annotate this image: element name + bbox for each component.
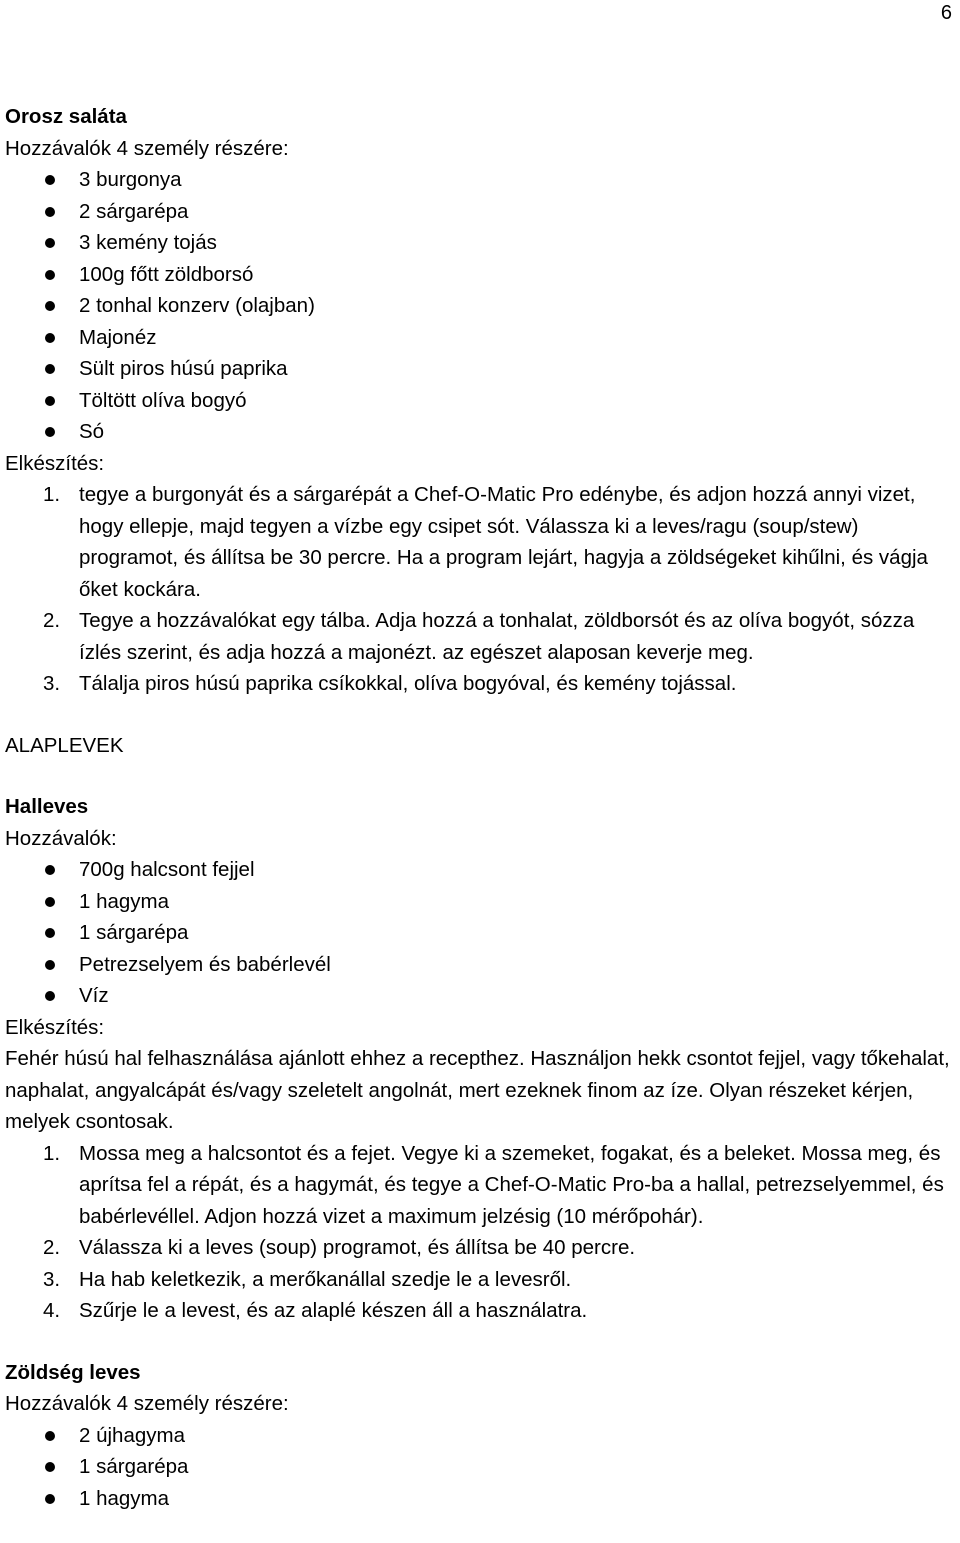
list-item: Töltött olíva bogyó	[5, 385, 957, 417]
recipe-title: Zöldség leves	[5, 1360, 141, 1384]
step-item: 3. Tálalja piros húsú paprika csíkokkal, olíva bogyóval, és kemény tojással.	[43, 672, 737, 695]
recipe-intro: Fehér húsú hal felhasználása ajánlott ehhez a recepthez. Használjon hekk csontot fejjel, vagy tőkehalat, naphalat, angyalcápát és/vagy szeletelt angolnát, mert ezeknek finom az íze. Olyan részeket kérjen, melyek csontosak.	[5, 1047, 950, 1133]
list-item: 2 sárgarépa	[5, 196, 957, 228]
bullet-icon	[45, 396, 55, 406]
bullet-icon	[45, 1431, 55, 1441]
bullet-icon	[45, 991, 55, 1001]
bullet-icon	[45, 897, 55, 907]
list-item: 1 hagyma	[5, 1483, 957, 1515]
list-item: Víz	[5, 980, 957, 1012]
ingredients-list	[5, 164, 957, 448]
step-item: 4. Szűrje le a levest, és az alaplé készen áll a használatra.	[43, 1299, 588, 1322]
step-item: 3. Ha hab keletkezik, a merőkanállal szedje le a levesről.	[43, 1267, 572, 1291]
bullet-icon	[45, 333, 55, 343]
prep-heading: Elkészítés:	[5, 451, 105, 475]
step-item: 1. Mossa meg a halcsontot és a fejet. Vegye ki a szemeket, fogakat, és a beleket. Mossa meg, és aprítsa fel a répát, és a hagymát, és tegye a Chef-O-Matic Pro-ba a hallal, petrezselyemmel, és babérlevéllel. Adjon hozzá vizet a maximum jelzésig (10 mérőpohár).	[43, 1141, 944, 1228]
step-item: 2. Válassza ki a leves (soup) programot, és állítsa be 40 percre.	[43, 1236, 636, 1259]
list-item: 1 sárgarépa	[5, 917, 957, 949]
bullet-icon	[45, 364, 55, 374]
page-number: 6	[940, 2, 952, 24]
list-item: Só	[5, 416, 957, 448]
list-item: 1 hagyma	[5, 886, 957, 918]
recipe-orosz-salata	[5, 101, 957, 700]
bullet-icon	[45, 207, 55, 217]
list-item: 1 sárgarépa	[5, 1451, 957, 1483]
list-item: 3 kemény tojás	[5, 227, 957, 259]
bullet-icon	[45, 1462, 55, 1472]
ingredients-list	[5, 1420, 957, 1515]
bullet-icon	[45, 238, 55, 248]
list-item: 3 burgonya	[5, 164, 957, 196]
list-item: Majonéz	[5, 322, 957, 354]
bullet-icon	[45, 270, 55, 280]
prep-heading: Elkészítés:	[5, 1015, 105, 1039]
list-item: 700g halcsont fejjel	[5, 854, 957, 886]
step-item: 1. tegye a burgonyát és a sárgarépát a Chef-O-Matic Pro edénybe, és adjon hozzá annyi vizet, hogy ellepje, majd tegyen a vízbe egy csipet sót. Válassza ki a leves/ragu (soup/stew) programot, és állítsa be 30 percre. Ha a program lejárt, hagyja a zöldségeket kihűlni, és vágja őket kockára.	[43, 483, 928, 601]
ingredients-heading: Hozzávalók:	[5, 826, 117, 850]
steps-list	[5, 479, 957, 700]
recipe-halleves	[5, 791, 957, 1327]
list-item: 100g főtt zöldborsó	[5, 259, 957, 291]
ingredients-heading: Hozzávalók 4 személy részére:	[5, 1392, 289, 1415]
bullet-icon	[45, 928, 55, 938]
list-item: Sült piros húsú paprika	[5, 353, 957, 385]
recipe-zoldseg-leves	[5, 1357, 957, 1515]
bullet-icon	[45, 175, 55, 185]
section-heading: ALAPLEVEK	[5, 733, 124, 757]
bullet-icon	[45, 1494, 55, 1504]
bullet-icon	[45, 960, 55, 970]
ingredients-heading: Hozzávalók 4 személy részére:	[5, 136, 289, 160]
list-item: Petrezselyem és babérlevél	[5, 949, 957, 981]
list-item: 2 tonhal konzerv (olajban)	[5, 290, 957, 322]
list-item: 2 újhagyma	[5, 1420, 957, 1452]
recipe-title: Orosz saláta	[5, 105, 127, 128]
bullet-icon	[45, 865, 55, 875]
document-body	[5, 101, 957, 1514]
bullet-icon	[45, 301, 55, 311]
ingredients-list	[5, 854, 957, 1012]
recipe-title: Halleves	[5, 795, 89, 818]
bullet-icon	[45, 427, 55, 437]
step-item: 2. Tegye a hozzávalókat egy tálba. Adja hozzá a tonhalat, zöldborsót és az olíva bogyót, sózza ízlés szerint, és adja hozzá a majonézt. az egészet alaposan keverje meg.	[43, 609, 915, 664]
steps-list	[5, 1138, 957, 1327]
